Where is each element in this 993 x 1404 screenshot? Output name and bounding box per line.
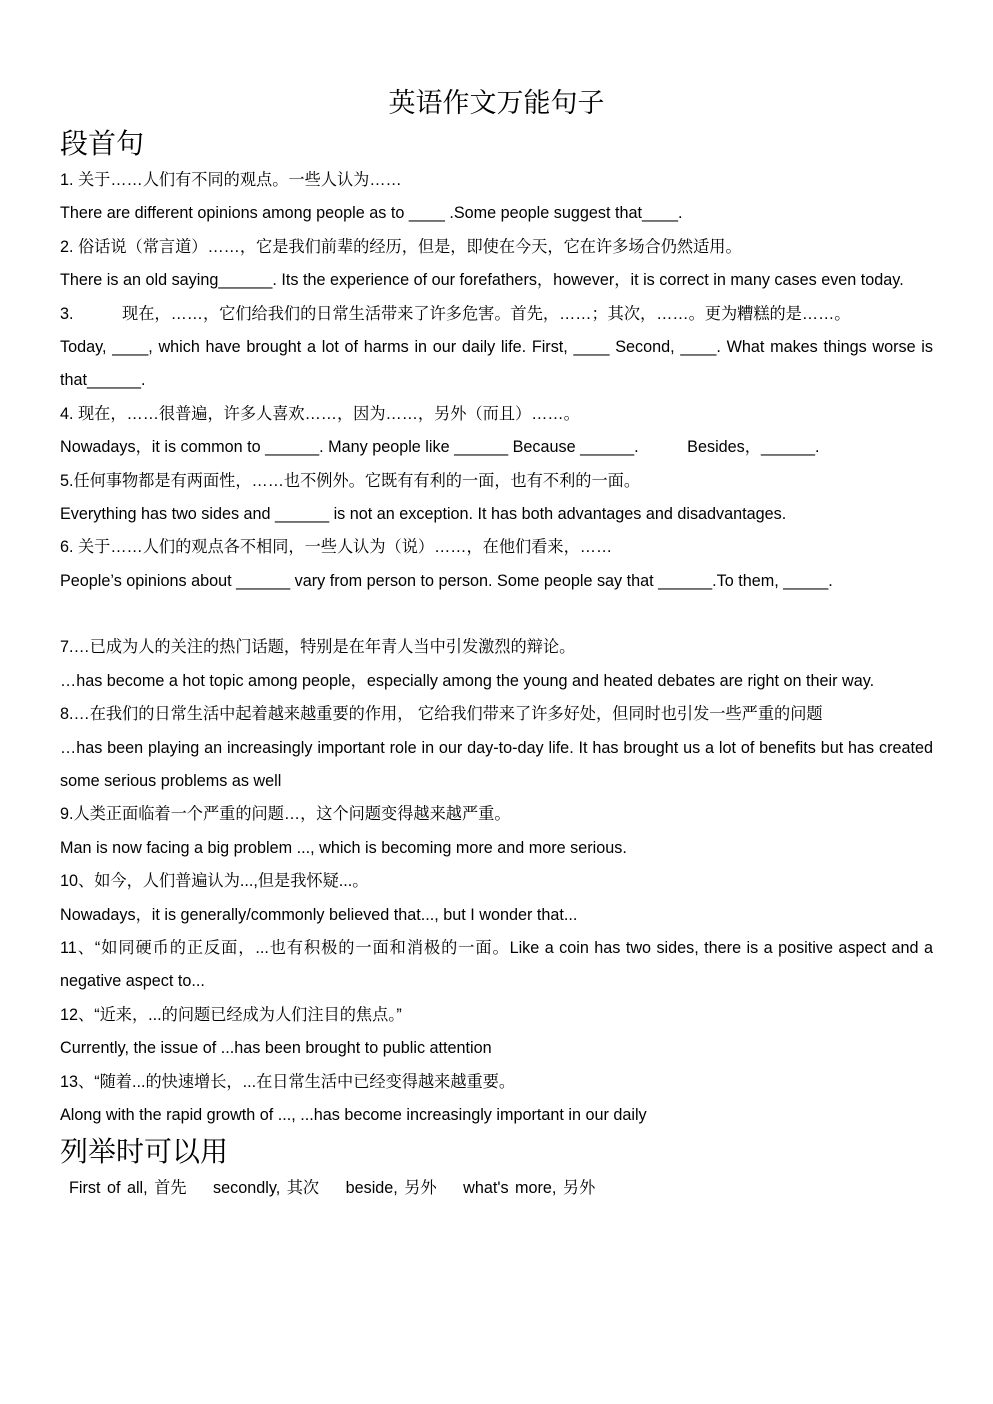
- text-line: 9.人类正面临着一个严重的问题…，这个问题变得越来越严重。: [60, 805, 511, 824]
- text-line: 8.…在我们的日常生活中起着越来越重要的作用， 它给我们带来了许多好处，但同时也引发一些严重的问题: [60, 705, 823, 724]
- listing-words: [60, 1172, 933, 1205]
- text-line: Currently, the issue of ...has been brought to public attention: [60, 1039, 492, 1058]
- text-line: 5.任何事物都是有两面性，……也不例外。它既有有利的一面，也有不利的一面。: [60, 471, 641, 490]
- text-line: …has been playing an increasingly important role in our day-to-day life. It has brought us a lot of benefits but has created some serious problems as well: [60, 738, 933, 790]
- text-line: 4. 现在，……很普遍，许多人喜欢……，因为……，另外（而且）……。: [60, 404, 580, 423]
- text-line: Today, ____, which have brought a lot of harms in our daily life. First, ____ Second, ____. What makes things worse is that______.: [60, 338, 933, 390]
- text-line: …has become a hot topic among people，especially among the young and heated debates are right on their way.: [60, 671, 875, 690]
- listing-word: what's more, 另外: [463, 1179, 596, 1198]
- text-line: Along with the rapid growth of ..., ...has become increasingly important in our daily: [60, 1105, 647, 1124]
- text-line: Nowadays，it is generally/commonly believed that..., but I wonder that...: [60, 905, 578, 924]
- text-line: 7.…已成为人的关注的热门话题，特别是在年青人当中引发激烈的辩论。: [60, 638, 576, 657]
- text-line: People’s opinions about ______ vary from person to person. Some people say that ______.To them, _____.: [60, 571, 833, 590]
- text-line: 10、如今，人们普遍认为...,但是我怀疑...。: [60, 872, 369, 891]
- text-line: There is an old saying______. Its the experience of our forefathers，however，it is correct in many cases even today.: [60, 271, 904, 290]
- text-line: 1. 关于……人们有不同的观点。一些人认为……: [60, 171, 402, 189]
- document-page: [60, 84, 933, 1205]
- section-heading-listing: 列举时可以用: [60, 1135, 229, 1169]
- section-heading-opening: 段首句: [60, 127, 145, 160]
- listing-word: secondly, 其次: [213, 1179, 320, 1198]
- text-line: 13、“随着...的快速增长，...在日常生活中已经变得越来越重要。: [60, 1072, 516, 1091]
- text-line: 2. 俗话说（常言道）……，它是我们前辈的经历，但是，即使在今天，它在许多场合仍然适用。: [60, 237, 742, 256]
- text-line: Nowadays，it is common to ______. Many people like ______ Because ______. Besides，______.: [60, 438, 820, 457]
- text-line: There are different opinions among people as to ____ .Some people suggest that____.: [60, 204, 683, 223]
- text-line: 11、“如同硬币的正反面，...也有积极的一面和消极的一面。Like a coin has two sides, there is a positive aspect and a negative aspect to...: [60, 938, 933, 991]
- text-line: 6. 关于……人们的观点各不相同，一些人认为（说）……，在他们看来，……: [60, 538, 613, 557]
- opening-sentences: [60, 164, 933, 1132]
- text-line: Everything has two sides and ______ is not an exception. It has both advantages and disadvantages.: [60, 505, 787, 524]
- listing-word: First of all, 首先: [69, 1179, 187, 1198]
- listing-word: beside, 另外: [345, 1179, 437, 1198]
- text-line: Man is now facing a big problem ..., which is becoming more and more serious.: [60, 838, 627, 857]
- text-line: 12、“近来，...的问题已经成为人们注目的焦点。”: [60, 1005, 402, 1024]
- text-line: 3. 现在，……，它们给我们的日常生活带来了许多危害。首先，……；其次，……。更为糟糕的是……。: [60, 304, 851, 323]
- document-title: 英语作文万能句子: [388, 88, 605, 119]
- blank-line: [60, 598, 933, 631]
